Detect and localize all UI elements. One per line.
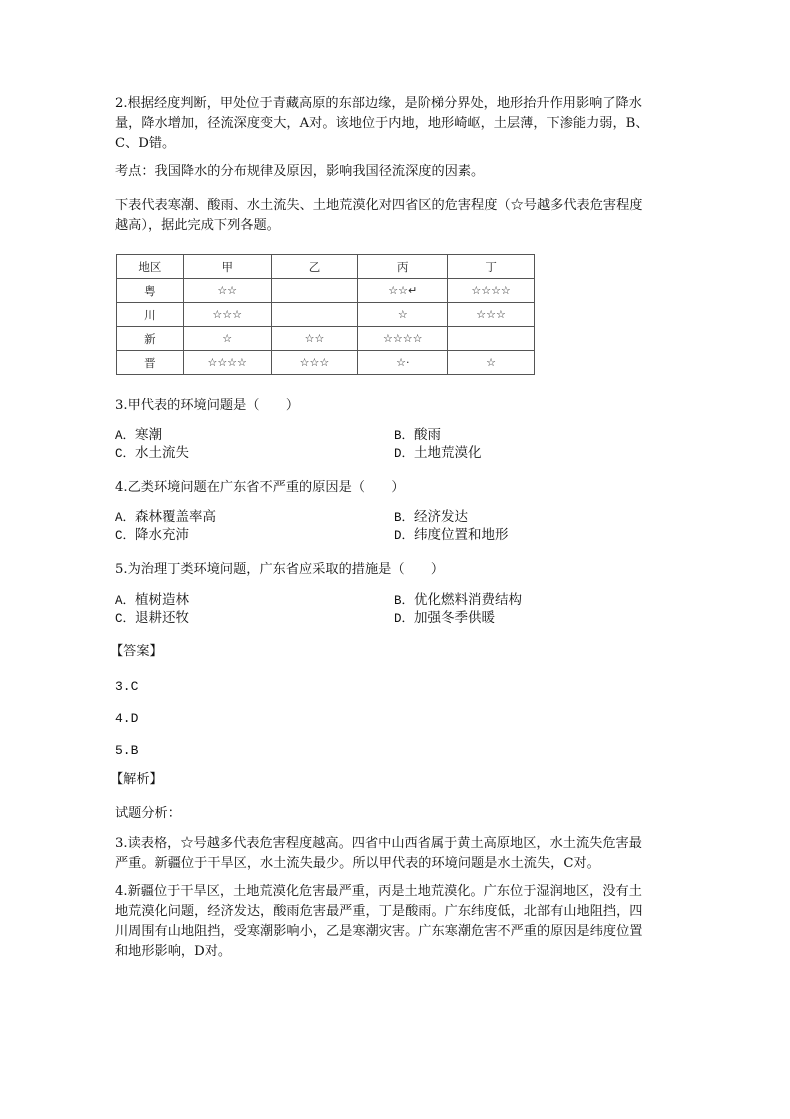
text-line: 越高），据此完成下列各题。 <box>115 218 280 233</box>
answer-4: 4.D <box>115 711 139 726</box>
answer-5: 5.B <box>115 743 139 758</box>
table-cell: ☆☆ <box>183 279 271 303</box>
option-key: B． <box>394 594 415 608</box>
analysis-paragraph-3 <box>115 834 680 874</box>
option-text: 降水充沛 <box>135 527 190 543</box>
question-5-option-c <box>115 609 189 628</box>
table-cell: 川 <box>117 303 184 327</box>
table-header-cell: 乙 <box>271 255 358 279</box>
table-cell: ☆☆☆ <box>448 303 535 327</box>
question-4-option-c <box>115 526 189 545</box>
table-cell: ☆☆☆ <box>271 351 358 375</box>
table-cell: ☆ <box>183 327 271 351</box>
text-line: 量，降水增加，径流深度变大，A对。该地位于内地，地形崎岖，土层薄，下渗能力弱，B、 <box>115 116 649 131</box>
table-cell: ☆☆ <box>271 327 358 351</box>
table-header-cell: 甲 <box>183 255 271 279</box>
table-cell: ☆☆↵ <box>358 279 448 303</box>
table-header-row <box>117 255 535 279</box>
table-cell: 新 <box>117 327 184 351</box>
question-3-option-b <box>394 426 441 445</box>
question-3-option-c <box>115 444 189 463</box>
option-key: A． <box>115 511 136 525</box>
analysis-paragraph-2 <box>115 94 680 154</box>
option-key: B． <box>394 429 415 443</box>
question-5-option-d <box>394 609 495 628</box>
table-cell: 粤 <box>117 279 184 303</box>
option-text: 土地荒漠化 <box>414 445 482 461</box>
table-cell <box>271 303 358 327</box>
hazard-table <box>116 254 535 375</box>
text-line: C、D错。 <box>115 136 176 151</box>
option-text: 植树造林 <box>135 592 190 608</box>
kaodian-line: 考点：我国降水的分布规律及原因，影响我国径流深度的因素。 <box>115 164 485 179</box>
text-line: 川周围有山地阻挡，受寒潮影响小，乙是寒潮灾害。广东寒潮危害不严重的原因是纬度位置 <box>115 924 643 939</box>
option-text: 纬度位置和地形 <box>414 527 509 543</box>
table-header-cell: 丁 <box>448 255 535 279</box>
table-cell: ☆ <box>448 351 535 375</box>
question-3-option-a <box>115 426 162 445</box>
table-cell: ☆☆☆ <box>183 303 271 327</box>
option-key: C． <box>115 529 136 543</box>
question-5-stem: 5.为治理丁类环境问题，广东省应采取的措施是（ ） <box>115 562 445 577</box>
option-text: 退耕还牧 <box>135 610 190 626</box>
question-3-option-d <box>394 444 482 463</box>
table-cell <box>448 327 535 351</box>
table-cell: ☆· <box>358 351 448 375</box>
table-cell: ☆☆☆☆ <box>183 351 271 375</box>
text-line: 严重。新疆位于干旱区，水土流失最少。所以甲代表的环境问题是水土流失，C对。 <box>115 856 600 871</box>
option-key: D． <box>394 529 415 543</box>
table-row <box>117 279 535 303</box>
option-text: 加强冬季供暖 <box>414 610 496 626</box>
table-cell: ☆☆☆☆ <box>358 327 448 351</box>
table-intro <box>115 196 680 236</box>
question-4-option-d <box>394 526 509 545</box>
text-line: 2.根据经度判断，甲处位于青藏高原的东部边缘，是阶梯分界处，地形抬升作用影响了降水 <box>115 96 642 111</box>
option-text: 森林覆盖率高 <box>135 509 217 525</box>
analysis-paragraph-4 <box>115 882 680 962</box>
question-4-option-b <box>394 508 468 527</box>
table-cell: 晋 <box>117 351 184 375</box>
option-key: C． <box>115 447 136 461</box>
text-line: 下表代表寒潮、酸雨、水土流失、土地荒漠化对四省区的危害程度（☆号越多代表危害程度 <box>115 198 643 213</box>
table-cell <box>271 279 358 303</box>
text-line: 3.读表格，☆号越多代表危害程度越高。四省中山西省属于黄土高原地区，水土流失危害最 <box>115 836 642 851</box>
option-text: 经济发达 <box>414 509 469 525</box>
text-line: 和地形影响，D对。 <box>115 944 232 959</box>
question-4-stem: 4.乙类环境问题在广东省不严重的原因是（ ） <box>115 480 405 495</box>
question-5-option-a <box>115 591 189 610</box>
option-text: 酸雨 <box>414 427 442 443</box>
option-key: A． <box>115 429 136 443</box>
question-3-stem: 3.甲代表的环境问题是（ ） <box>115 398 300 413</box>
table-cell: ☆ <box>358 303 448 327</box>
answer-heading: 【答案】 <box>110 644 163 659</box>
analysis-label: 试题分析： <box>115 806 181 821</box>
option-text: 水土流失 <box>135 445 190 461</box>
question-5-option-b <box>394 591 522 610</box>
table-row <box>117 327 535 351</box>
table-header-cell: 丙 <box>358 255 448 279</box>
option-key: D． <box>394 447 415 461</box>
answer-3: 3.C <box>115 679 139 694</box>
option-key: D． <box>394 612 415 626</box>
text-line: 地荒漠化问题，经济发达，酸雨危害最严重，丁是酸雨。广东纬度低，北部有山地阻挡，四 <box>115 904 643 919</box>
table-cell: ☆☆☆☆ <box>448 279 535 303</box>
table-header-cell: 地区 <box>117 255 184 279</box>
analysis-heading: 【解析】 <box>110 772 163 787</box>
option-key: C． <box>115 612 136 626</box>
option-key: B． <box>394 511 415 525</box>
table-row <box>117 303 535 327</box>
option-text: 寒潮 <box>135 427 163 443</box>
question-4-option-a <box>115 508 216 527</box>
option-key: A． <box>115 594 136 608</box>
option-text: 优化燃料消费结构 <box>414 592 523 608</box>
text-line: 4.新疆位于干旱区，土地荒漠化危害最严重，丙是土地荒漠化。广东位于湿润地区，没有土 <box>115 884 642 899</box>
table-row <box>117 351 535 375</box>
